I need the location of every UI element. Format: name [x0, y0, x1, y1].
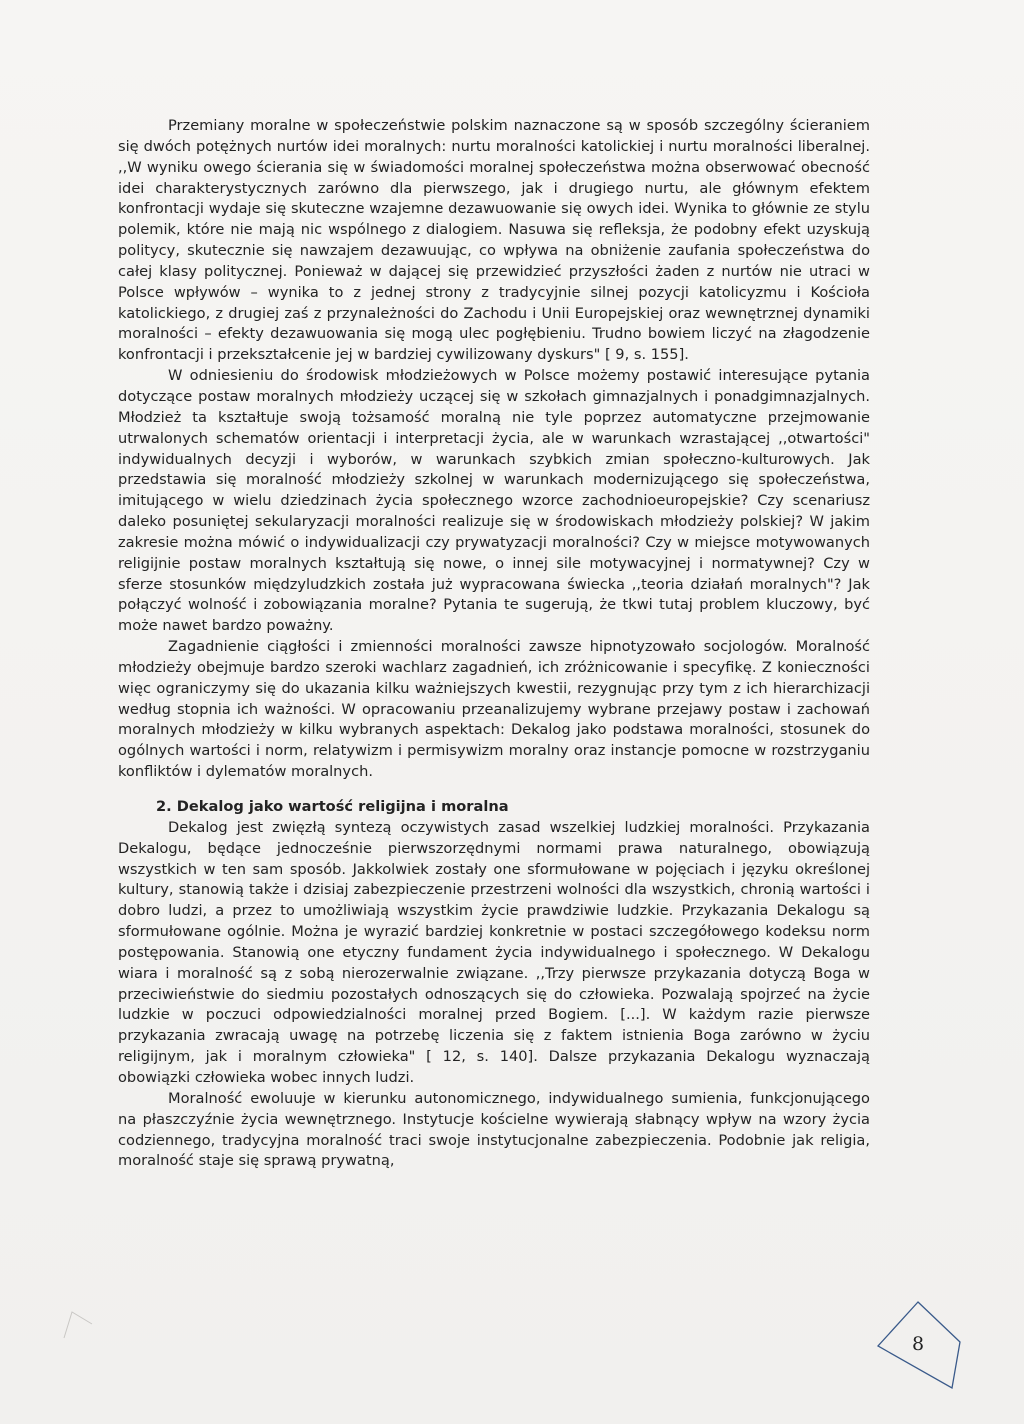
- paragraph-section-2: Moralność ewoluuje w kierunku autonomicznego, indywidualnego sumienia, funkcjonującego na płaszczyźnie życia wewnętrznego. Instytucje kościelne wywierają słabnący wpływ na wzory życia codziennego, tradycyjna moralność traci swoje instytucjonalne zabezpieczenia. Podobnie jak religia, moralność staje się sprawą prywatną,: [118, 1089, 870, 1170]
- section-heading: 2. Dekalog jako wartość religijna i moralna: [156, 798, 509, 815]
- paragraph-intro-3: Zagadnienie ciągłości i zmienności moralności zawsze hipnotyzowało socjologów. Moralność młodzieży obejmuje bardzo szeroki wachlarz zagadnień, ich zróżnicowanie i specyfikę. Z konieczności więc ograniczymy się do ukazania kilku ważniejszych kwestii, rezygnując przy tym z ich hierarchizacji według stopnia ich ważności. W opracowaniu przeanalizujemy wybrane przejawy postaw i zachowań moralnych młodzieży w kilku wybranych aspektach: Dekalog jako podstawa moralności, stosunek do ogólnych wartości i norm, relatywizm i permisywizm moralny oraz instancje pomocne w rozstrzyganiu konfliktów i dylematów moralnych.: [118, 638, 870, 781]
- paragraph-intro-2: W odniesieniu do środowisk młodzieżowych w Polsce możemy postawić interesujące pytania dotyczące postaw moralnych młodzieży uczącej się w szkołach gimnazjalnych i ponadgimnazjalnych. Młodzież ta kształtuje swoją tożsamość moralną nie tyle poprzez automatyczne przejmowanie utrwalonych schematów orientacji i interpretacji życia, ale w warunkach wzrastającej ,,otwartości" indywidualnych decyzji i wyborów, w warunkach szybkich zmian społeczno-kulturowych. Jak przedstawia się moralność młodzieży szkolnej w warunkach modernizującego się społeczeństwa, imitującego w wielu dziedzinach życia społecznego wzorce zachodnioeuropejskie? Czy scenariusz daleko posuniętej sekularyzacji moralności realizuje się w środowiskach młodzieży polskiej? W jakim zakresie można mówić o indywidualizacji czy prywatyzacji moralności? Czy w miejsce motywowanych religijnie postaw moralnych kształtują się nowe, o innej sile motywacyjnej i normatywnej? Czy w sferze stosunków międzyludzkich została już wypracowana świecka ,,teoria działań moralnych"? Jak połączyć wolność i zobowiązania moralne? Pytania te sugerują, że tkwi tutaj problem kluczowy, być może nawet bardzo poważny.: [118, 367, 870, 635]
- body-text: [118, 116, 870, 1172]
- corner-stamp-icon: [58, 1304, 98, 1344]
- paragraph-intro-1: Przemiany moralne w społeczeństwie polskim naznaczone są w sposób szczególny ścieraniem się dwóch potężnych nurtów idei moralnych: nurtu moralności katolickiej i nurtu moralności liberalnej. ,,W wyniku owego ścierania się w świadomości moralnej społeczeństwa można obserwować obecność idei charakterystycznych zarówno dla pierwszego, jak i drugiego nurtu, ale głównym efektem konfrontacji wydaje się skuteczne wzajemne dezawuowanie się owych idei. Wynika to głównie ze stylu polemik, które nie mają nic wspólnego z dialogiem. Nasuwa się refleksja, że podobny efekt uzyskują politycy, skutecznie się nawzajem dezawuując, co wpływa na obniżenie zaufania społeczeństwa do całej klasy politycznej. Ponieważ w dającej się przewidzieć przyszłości żaden z nurtów nie utraci w Polsce wpływów – wynika to z jednej strony z tradycyjnie silnej pozycji katolicyzmu i Kościoła katolickiego, z drugiej zaś z przynależności do Zachodu i Unii Europejskiej oraz wewnętrznej dynamiki moralności – efekty dezawuowania się mogą ulec pogłębieniu. Trudno bowiem liczyć na złagodzenie konfrontacji i przekształcenie jej w bardziej cywilizowany dyskurs" [ 9, s. 155].: [118, 117, 870, 364]
- page-number-badge: [872, 1298, 964, 1390]
- paragraph-section-1: Dekalog jest zwięzłą syntezą oczywistych zasad wszelkiej ludzkiej moralności. Przykazania Dekalogu, będące jednocześnie pierwszorzędnymi normami prawa naturalnego, obowiązują wszystkich w ten sam sposób. Jakkolwiek zostały one sformułowane w pojęciach i języku określonej kultury, stanowią także i dzisiaj zabezpieczenie przestrzeni wolności dla wszystkich, chronią wartości i dobro ludzi, a przez to umożliwiają wszystkim życie prawdziwie ludzkie. Przykazania Dekalogu są sformułowane ogólnie. Można je wyrazić bardziej konkretnie w postaci szczegółowego kodeksu norm postępowania. Stanowią one etyczny fundament życia indywidualnego i społecznego. W Dekalogu wiara i moralność są z sobą nierozerwalnie związane. ,,Trzy pierwsze przykazania dotyczą Boga w przeciwieństwie do siedmiu pozostałych odnoszących się do człowieka. Pozwalają spojrzeć na życie ludzkie w poczuci odpowiedzialności moralnej przed Bogiem. [...]. W każdym razie pierwsze przykazania zwracają uwagę na potrzebę liczenia się z faktem istnienia Boga zarówno w życiu religijnym, jak i moralnym człowieka" [ 12, s. 140]. Dalsze przykazania Dekalogu wyznaczają obowiązki człowieka wobec innych ludzi.: [118, 818, 870, 1086]
- page-number: 8: [911, 1333, 925, 1355]
